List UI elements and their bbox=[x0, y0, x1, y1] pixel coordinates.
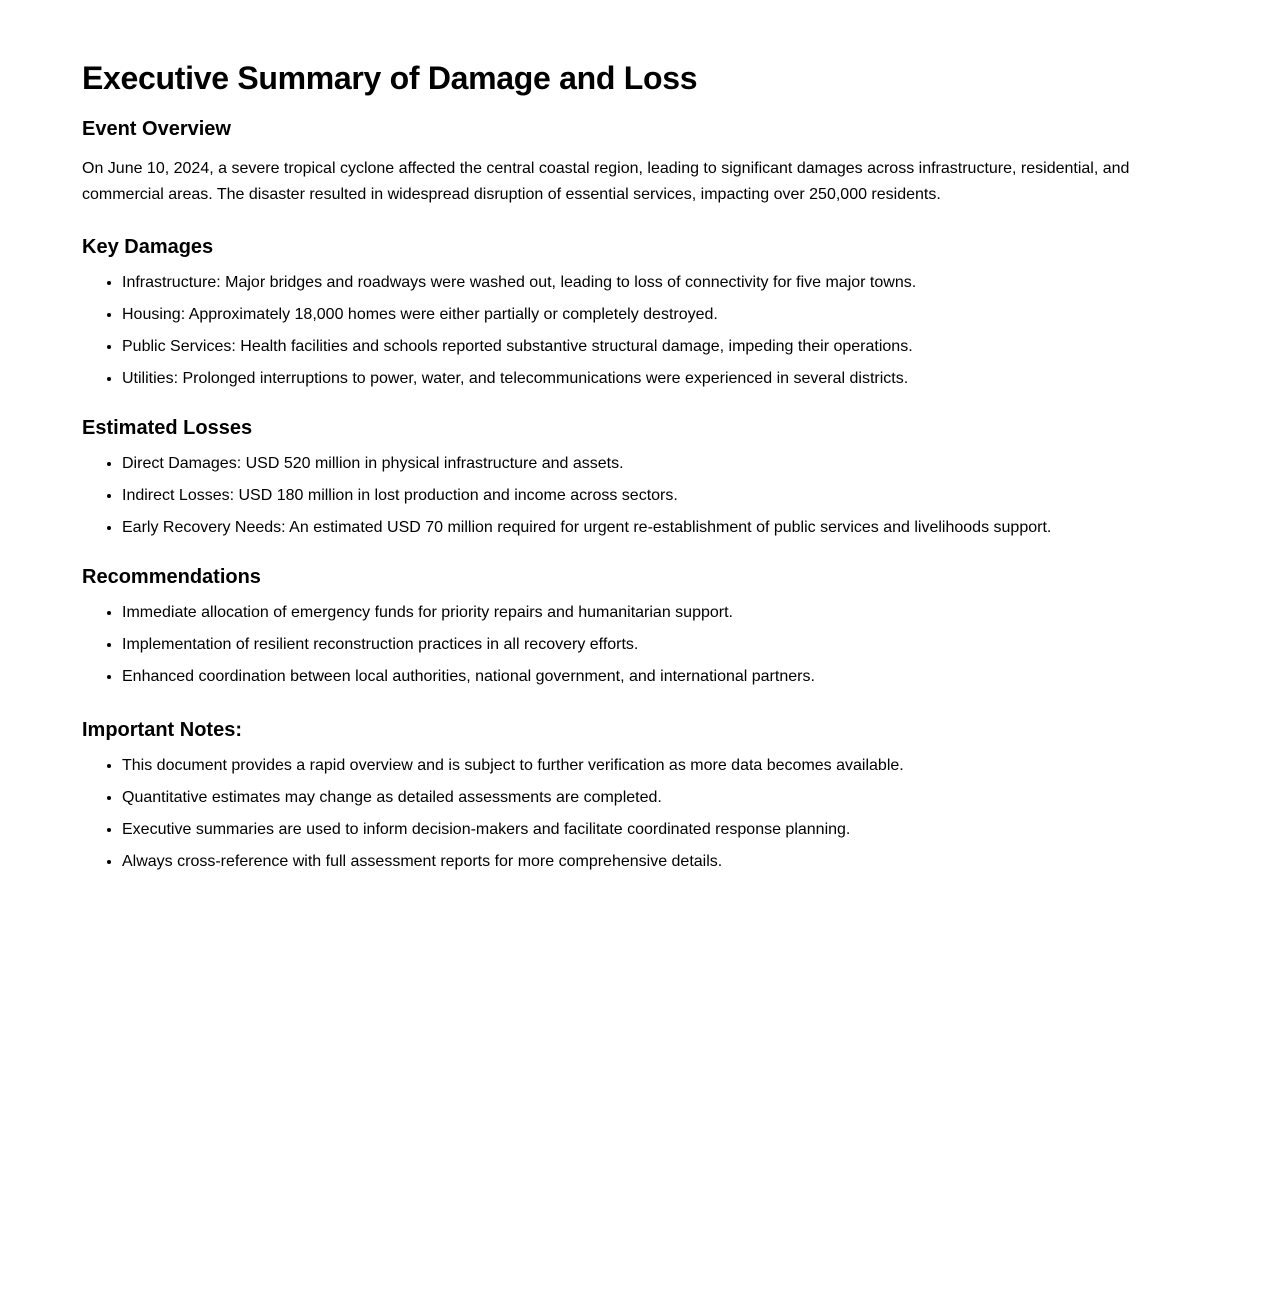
section-estimated-losses bbox=[82, 415, 1196, 538]
section-key-damages bbox=[82, 234, 1196, 389]
list-item: • Indirect Losses: USD 180 million in lost production and income across sectors. bbox=[122, 486, 1196, 506]
section-heading-important-notes: Important Notes: bbox=[82, 719, 242, 741]
list-item: • Housing: Approximately 18,000 homes were either partially or completely destroyed. bbox=[122, 305, 1196, 325]
recommendations-list bbox=[82, 603, 1196, 687]
list-item: • This document provides a rapid overview and is subject to further verification as more data becomes available. bbox=[122, 756, 1196, 776]
event-overview-paragraph: On June 10, 2024, a severe tropical cyclone affected the central coastal region, leading to significant damages across infrastructure, residential, and commercial areas. The disaster resulted in widespread disruption of essential services, impacting over 250,000 residents. bbox=[82, 160, 1130, 203]
section-heading-event-overview: Event Overview bbox=[82, 118, 231, 140]
section-important-notes bbox=[82, 717, 1196, 872]
estimated-losses-list bbox=[82, 454, 1196, 538]
list-item: • Direct Damages: USD 520 million in physical infrastructure and assets. bbox=[122, 454, 1196, 474]
key-damages-list bbox=[82, 273, 1196, 389]
section-heading-recommendations: Recommendations bbox=[82, 566, 261, 588]
list-item: • Infrastructure: Major bridges and roadways were washed out, leading to loss of connectivity for five major towns. bbox=[122, 273, 1196, 293]
list-item: • Implementation of resilient reconstruction practices in all recovery efforts. bbox=[122, 635, 1196, 655]
list-item: • Executive summaries are used to inform decision-makers and facilitate coordinated response planning. bbox=[122, 820, 1196, 840]
list-item: • Early Recovery Needs: An estimated USD 70 million required for urgent re-establishment of public services and livelihoods support. bbox=[122, 518, 1196, 538]
list-item: • Enhanced coordination between local authorities, national government, and international partners. bbox=[122, 667, 1196, 687]
section-recommendations bbox=[82, 564, 1196, 687]
section-event-overview bbox=[82, 116, 1196, 208]
list-item: • Always cross-reference with full assessment reports for more comprehensive details. bbox=[122, 852, 1196, 872]
important-notes-list bbox=[82, 756, 1196, 872]
list-item: • Quantitative estimates may change as detailed assessments are completed. bbox=[122, 788, 1196, 808]
list-item: • Public Services: Health facilities and schools reported substantive structural damage, impeding their operations. bbox=[122, 337, 1196, 357]
page-title: Executive Summary of Damage and Loss bbox=[82, 60, 698, 96]
section-heading-key-damages: Key Damages bbox=[82, 236, 214, 258]
list-item: • Immediate allocation of emergency funds for priority repairs and humanitarian support. bbox=[122, 603, 1196, 623]
section-heading-estimated-losses: Estimated Losses bbox=[82, 417, 253, 439]
list-item: • Utilities: Prolonged interruptions to power, water, and telecommunications were experienced in several districts. bbox=[122, 369, 1196, 389]
